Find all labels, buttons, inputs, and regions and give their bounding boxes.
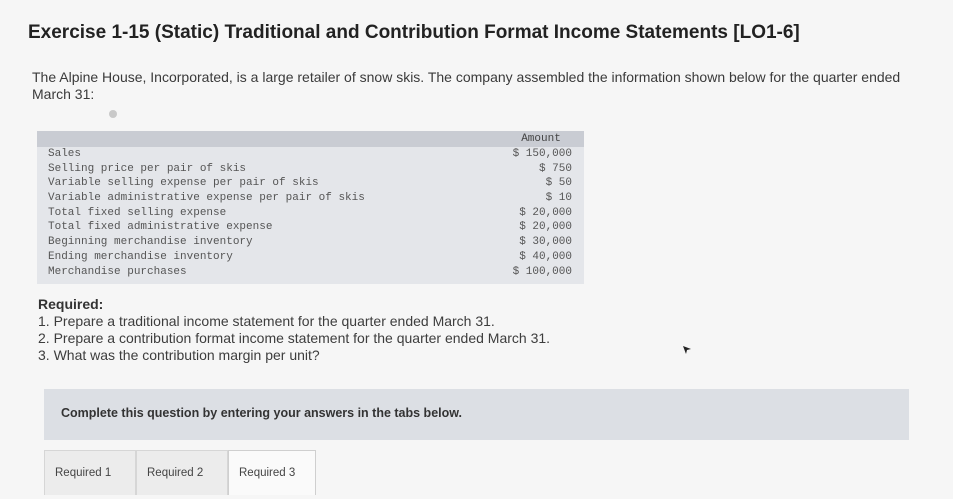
intro-text: The Alpine House, Incorporated, is a large retailer of snow skis. The company assembled the information shown below for the quarter ended March 31:: [32, 69, 901, 102]
amount-header: Amount: [521, 133, 561, 145]
row-value: $ 50: [545, 177, 572, 190]
row-value: $ 20,000: [519, 221, 572, 234]
required-section: [38, 296, 550, 364]
page-title: Exercise 1-15 (Static) Traditional and Contribution Format Income Statements [LO1-6]: [28, 22, 800, 43]
instruction-text: Complete this question by entering your answers in the tabs below.: [61, 406, 462, 420]
row-value: $ 40,000: [519, 250, 572, 263]
table-row: [37, 265, 584, 280]
table-row: [37, 176, 584, 191]
required-title: Required:: [38, 296, 104, 312]
table-row: [37, 191, 584, 206]
data-table: [37, 131, 584, 284]
table-row: [37, 220, 584, 235]
row-label: Merchandise purchases: [48, 265, 187, 278]
row-value: $ 100,000: [512, 265, 572, 278]
row-label: Beginning merchandise inventory: [48, 236, 253, 249]
dot-icon: [109, 110, 117, 118]
required-item: 1. Prepare a traditional income statement for the quarter ended March 31.: [38, 313, 495, 329]
table-row: [37, 147, 584, 162]
row-label: Total fixed selling expense: [48, 206, 227, 219]
row-label: Ending merchandise inventory: [48, 250, 233, 263]
row-value: $ 30,000: [519, 236, 572, 249]
tab-required-1[interactable]: Required 1: [44, 450, 136, 495]
required-item: 2. Prepare a contribution format income statement for the quarter ended March 31.: [38, 330, 551, 346]
row-value: $ 750: [538, 162, 572, 175]
tab-required-3[interactable]: Required 3: [228, 450, 316, 495]
table-row: [37, 206, 584, 221]
table-row: [37, 162, 584, 177]
table-body: [37, 147, 584, 284]
row-value: $ 150,000: [512, 148, 572, 160]
row-label: Selling price per pair of skis: [48, 162, 247, 175]
row-label: Total fixed administrative expense: [48, 221, 273, 234]
instruction-banner: [44, 389, 909, 440]
row-label: Variable selling expense per pair of skis: [48, 177, 319, 190]
row-label: Variable administrative expense per pair of skis: [48, 192, 365, 205]
cursor-icon: [682, 345, 692, 355]
table-header: [37, 131, 584, 147]
tab-required-2[interactable]: Required 2: [136, 450, 228, 495]
table-row: [37, 250, 584, 265]
tab-bar: [44, 450, 316, 499]
row-value: $ 20,000: [519, 206, 572, 219]
table-row: [37, 235, 584, 250]
required-item: 3. What was the contribution margin per unit?: [38, 347, 320, 363]
row-label: Sales: [48, 148, 82, 160]
row-value: $ 10: [545, 192, 572, 205]
